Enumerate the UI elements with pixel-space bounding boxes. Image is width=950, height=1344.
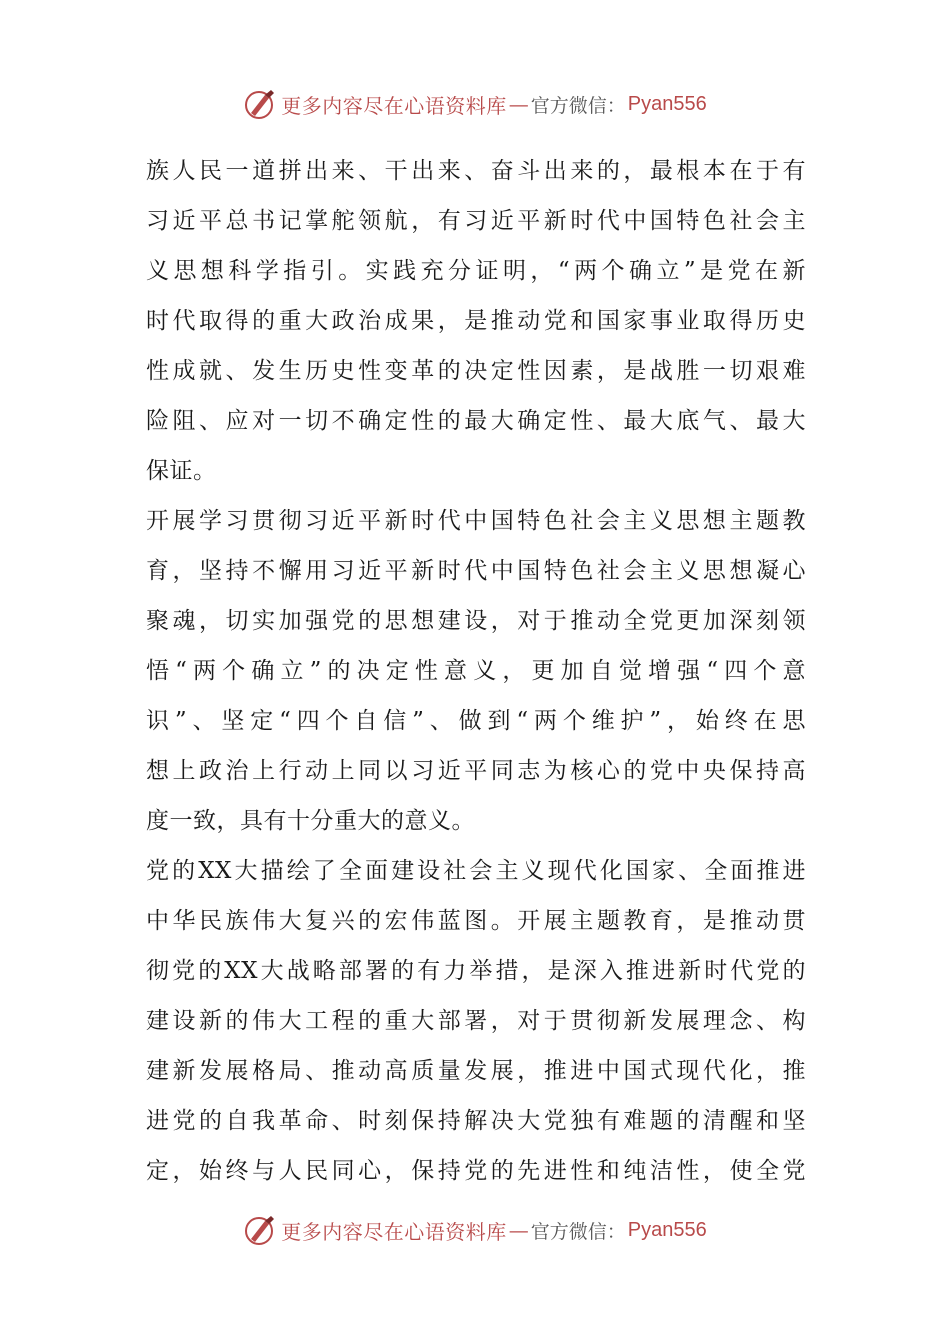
text-line: 识”、坚定“四个自信”、做到“两个维护”，始终在思 [146,708,806,734]
banner-wechat-id: Pyan556 [627,1218,707,1241]
banner-dash: — [508,1218,529,1242]
text-line: 党的XX大描绘了全面建设社会主义现代化国家、全面推进 [146,858,806,884]
text-line: 义思想科学指引。实践充分证明，“两个确立”是党在新 [146,258,806,284]
text-line: 保证。 [146,458,217,484]
text-line: 聚魂，切实加强党的思想建设，对于推动全党更加深刻领 [146,608,806,634]
text-line: 性成就、发生历史性变革的决定性因素，是战胜一切艰难 [146,358,806,384]
text-line: 彻党的XX大战略部署的有力举措，是深入推进新时代党的 [146,958,806,984]
text-line: 开展学习贯彻习近平新时代中国特色社会主义思想主题教 [146,508,806,534]
pen-circle-logo-icon [243,1213,277,1247]
banner-wechat-id: Pyan556 [627,92,707,115]
banner-official-label: 官方微信： [530,1220,626,1243]
header-banner [0,84,950,124]
text-line: 族人民一道拼出来、干出来、奋斗出来的，最根本在于有 [146,158,806,184]
text-line: 进党的自我革命、时刻保持解决大党独有难题的清醒和坚 [146,1108,806,1134]
text-line: 育，坚持不懈用习近平新时代中国特色社会主义思想凝心 [146,558,806,584]
text-line: 定，始终与人民同心，保持党的先进性和纯洁性，使全党 [146,1158,806,1184]
banner-dash: — [508,92,529,116]
banner-official-label: 官方微信： [530,94,626,117]
text-line: 险阻、应对一切不确定性的最大确定性、最大底气、最大 [146,408,806,434]
banner-brand: 更多内容尽在心语资料库 [281,1219,507,1244]
text-line: 时代取得的重大政治成果，是推动党和国家事业取得历史 [146,308,806,334]
text-line: 习近平总书记掌舵领航，有习近平新时代中国特色社会主 [146,208,806,234]
document-body [146,146,806,1196]
text-line: 建新发展格局、推动高质量发展，推进中国式现代化，推 [146,1058,806,1084]
banner-brand: 更多内容尽在心语资料库 [281,93,507,118]
text-line: 度一致，具有十分重大的意义。 [146,808,475,834]
pen-circle-logo-icon [243,87,277,121]
text-line: 建设新的伟大工程的重大部署，对于贯彻新发展理念、构 [146,1008,806,1034]
text-line: 想上政治上行动上同以习近平同志为核心的党中央保持高 [146,758,806,784]
text-line: 悟“两个确立”的决定性意义，更加自觉增强“四个意 [146,658,806,684]
footer-banner [0,1210,950,1250]
text-line: 中华民族伟大复兴的宏伟蓝图。开展主题教育，是推动贯 [146,908,806,934]
